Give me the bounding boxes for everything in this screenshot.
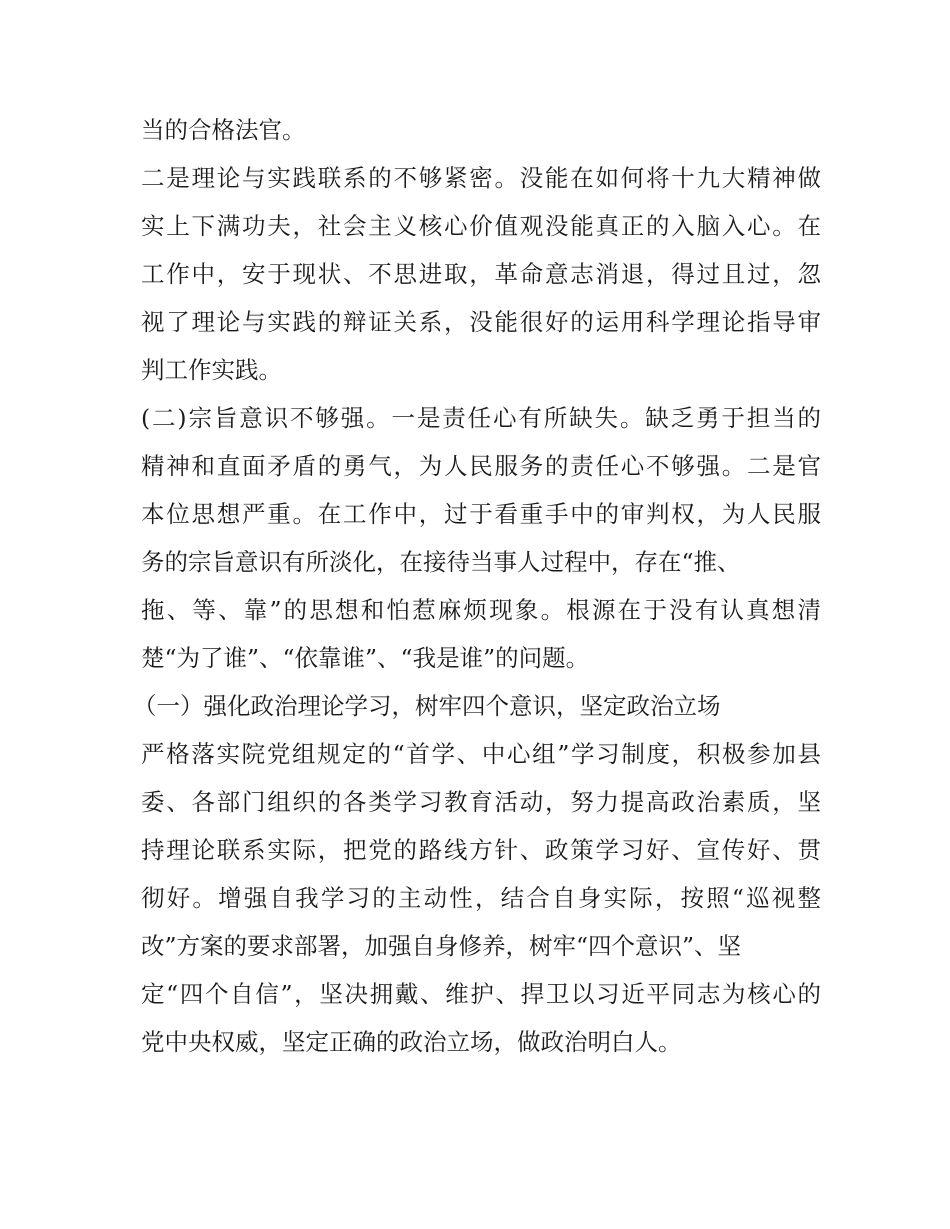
text-line: 精神和直面矛盾的勇气，为人民服务的责任心不够强。二是官 xyxy=(141,452,821,480)
text-line: 党中央权威，坚定正确的政治立场，做政治明白人。 xyxy=(141,1028,682,1056)
text-line: 工作中，安于现状、不思进取，革命意志消退，得过且过，忽 xyxy=(141,260,821,288)
section-heading-line: (二)宗旨意识不够强。一是责任心有所缺失。缺乏勇于担当的 xyxy=(141,404,821,432)
text-line: 彻好。增强自我学习的主动性，结合自身实际，按照“巡视整 xyxy=(141,884,821,912)
text-line: 判工作实践。 xyxy=(141,356,282,384)
text-line: 实上下满功夫，社会主义核心价值观没能真正的入脑入心。在 xyxy=(141,212,821,240)
text-line: 改”方案的要求部署，加强自身修养，树牢“四个意识”、坚 xyxy=(141,932,742,960)
text-line: 拖、等、靠”的思想和怕惹麻烦现象。根源在于没有认真想清 xyxy=(141,596,821,624)
text-line: 严格落实院党组规定的“首学、中心组”学习制度，积极参加县 xyxy=(141,740,821,768)
text-line: 视了理论与实践的辩证关系，没能很好的运用科学理论指导审 xyxy=(141,308,821,336)
text-line: 务的宗旨意识有所淡化，在接待当事人过程中，存在“推、 xyxy=(141,548,741,576)
text-line: 持理论联系实际，把党的路线方针、政策学习好、宣传好、贯 xyxy=(141,836,821,864)
section-heading: （一）强化政治理论学习，树牢四个意识，坚定政治立场 xyxy=(133,692,721,720)
text-line: 当的合格法官。 xyxy=(141,116,306,144)
text-line: 定“四个自信”，坚决拥戴、维护、捍卫以习近平同志为核心的 xyxy=(141,980,821,1008)
text-line: 二是理论与实践联系的不够紧密。没能在如何将十九大精神做 xyxy=(141,164,821,192)
text-line: 委、各部门组织的各类学习教育活动，努力提高政治素质，坚 xyxy=(141,788,821,816)
document-body xyxy=(133,106,821,1066)
text-line: 楚“为了谁”、“依靠谁”、“我是谁”的问题。 xyxy=(141,644,590,672)
text-line: 本位思想严重。在工作中，过于看重手中的审判权，为人民服 xyxy=(141,500,821,528)
